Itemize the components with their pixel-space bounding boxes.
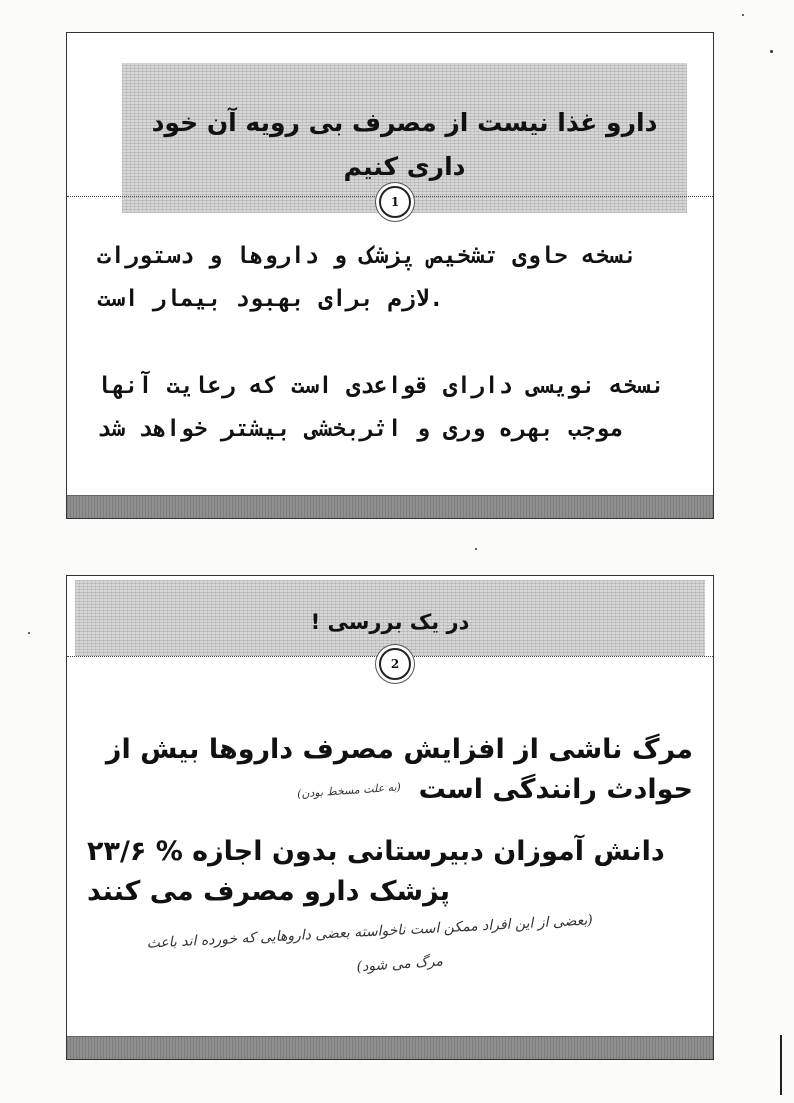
scan-speck xyxy=(770,50,773,53)
slide-title: در یک بررسی ! xyxy=(310,610,470,634)
footer-band xyxy=(67,1036,713,1059)
slide-paragraph: نسخه نویسی دارای قواعدی است که رعایت آنها موجب بهره وری و اثربخشی بیشتر خواهد شد xyxy=(97,373,665,442)
scan-speck xyxy=(28,632,30,634)
scan-edge-mark xyxy=(780,1035,782,1095)
slide-1 xyxy=(66,32,714,519)
handwritten-annotation: (به علت مسخط بودن) xyxy=(296,779,402,801)
paragraph-text: مرگ ناشی از افزایش مصرف داروها بیش از حوادث رانندگی است xyxy=(105,734,693,805)
slide-number-badge: 1 xyxy=(379,186,411,218)
handwritten-note-line: مرگ می شود) xyxy=(356,953,444,976)
slide-number-badge: 2 xyxy=(379,648,411,680)
handwritten-note-line: (بعضی از این افراد ممکن است ناخواسته بعضی داروهایی که خورده اند باعث xyxy=(146,912,594,952)
scan-speck xyxy=(475,548,477,550)
slide-paragraph xyxy=(87,730,693,811)
title-band xyxy=(75,580,705,656)
footer-band xyxy=(67,495,713,518)
slide-title: دارو غذا نیست از مصرف بی رویه آن خود داری کنیم xyxy=(151,108,658,181)
slide-2 xyxy=(66,575,714,1060)
scan-speck xyxy=(742,14,744,16)
slide-paragraph: نسخه حاوی تشخیص پزشک و داروها و دستورات لازم برای بهبود بیمار است. xyxy=(97,243,638,312)
handwritten-note xyxy=(107,914,673,982)
slide-paragraph: ۲۳/۶ % دانش آموزان دبیرستانی بدون اجازه پزشک دارو مصرف می کنند xyxy=(87,836,665,907)
